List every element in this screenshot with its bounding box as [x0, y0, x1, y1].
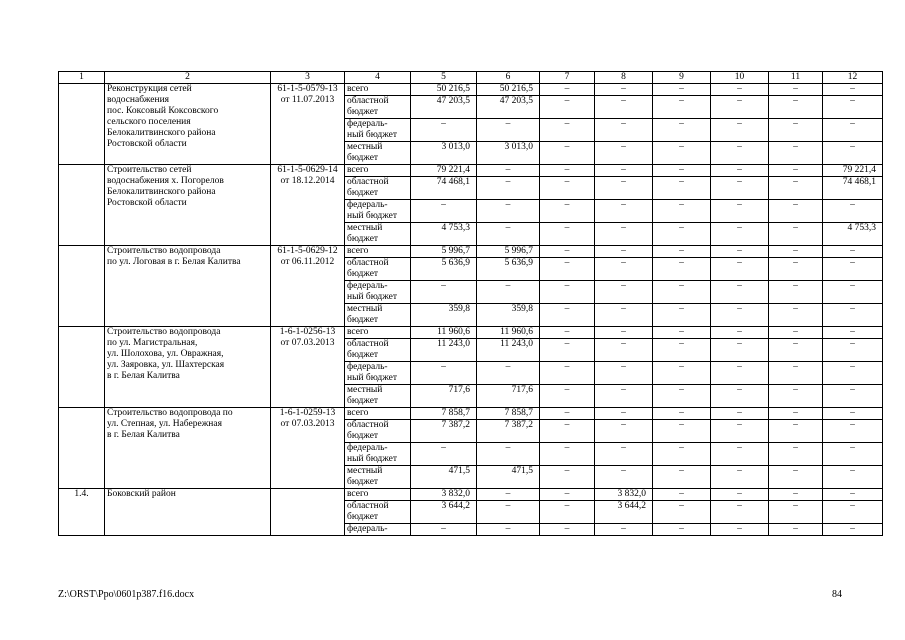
funding-source-cell: всего [345, 408, 411, 420]
amount-cell: – [711, 223, 769, 246]
amount-cell: 5 636,9 [477, 258, 540, 281]
amount-cell: – [411, 119, 477, 142]
table-row [59, 327, 883, 339]
amount-cell: – [823, 304, 883, 327]
amount-cell: – [769, 200, 823, 223]
amount-cell: – [595, 420, 653, 443]
amount-cell: 5 636,9 [411, 258, 477, 281]
amount-cell: – [595, 466, 653, 489]
amount-cell: – [823, 84, 883, 96]
amount-cell: – [595, 362, 653, 385]
budget-table [58, 71, 883, 536]
amount-cell: – [653, 165, 711, 177]
funding-source-cell: областной бюджет [345, 258, 411, 281]
amount-cell: – [477, 501, 540, 524]
expertise-code-cell: 1-6-1-0259-13 от 07.03.2013 [271, 408, 345, 489]
amount-cell: – [769, 420, 823, 443]
amount-cell: 359,8 [411, 304, 477, 327]
amount-cell: – [595, 96, 653, 119]
amount-cell: 5 996,7 [477, 246, 540, 258]
amount-cell: 4 753,3 [411, 223, 477, 246]
item-number-cell [59, 408, 105, 489]
amount-cell: – [823, 339, 883, 362]
amount-cell: – [540, 443, 595, 466]
amount-cell: – [540, 177, 595, 200]
table-row [59, 408, 883, 420]
amount-cell: – [540, 281, 595, 304]
column-number: 1 [59, 72, 105, 84]
funding-source-cell: областной бюджет [345, 501, 411, 524]
amount-cell: – [769, 466, 823, 489]
amount-cell: – [477, 165, 540, 177]
amount-cell: – [769, 165, 823, 177]
amount-cell: – [711, 501, 769, 524]
amount-cell: – [711, 281, 769, 304]
amount-cell: – [595, 327, 653, 339]
amount-cell: – [595, 119, 653, 142]
amount-cell: – [711, 304, 769, 327]
funding-source-cell: федераль- [345, 524, 411, 536]
amount-cell: 47 203,5 [477, 96, 540, 119]
amount-cell: – [823, 142, 883, 165]
amount-cell: 717,6 [477, 385, 540, 408]
amount-cell: – [653, 304, 711, 327]
amount-cell: 7 387,2 [477, 420, 540, 443]
amount-cell: – [540, 96, 595, 119]
funding-source-cell: местный бюджет [345, 385, 411, 408]
funding-source-cell: всего [345, 84, 411, 96]
amount-cell: – [769, 96, 823, 119]
funding-source-cell: областной бюджет [345, 96, 411, 119]
amount-cell: – [711, 524, 769, 536]
table-row [59, 165, 883, 177]
amount-cell: 3 013,0 [477, 142, 540, 165]
table-row [59, 246, 883, 258]
amount-cell: – [823, 420, 883, 443]
amount-cell: – [411, 524, 477, 536]
amount-cell: – [540, 339, 595, 362]
funding-source-cell: федераль- ный бюджет [345, 443, 411, 466]
amount-cell: 5 996,7 [411, 246, 477, 258]
amount-cell: – [823, 96, 883, 119]
amount-cell: – [595, 258, 653, 281]
amount-cell: – [540, 408, 595, 420]
amount-cell: – [823, 119, 883, 142]
amount-cell: – [540, 327, 595, 339]
column-number: 11 [769, 72, 823, 84]
column-number: 2 [105, 72, 271, 84]
amount-cell: 79 221,4 [823, 165, 883, 177]
amount-cell: – [595, 281, 653, 304]
amount-cell: – [711, 258, 769, 281]
amount-cell: – [540, 304, 595, 327]
table-row [59, 489, 883, 501]
amount-cell: – [411, 362, 477, 385]
funding-source-cell: местный бюджет [345, 304, 411, 327]
amount-cell: – [769, 223, 823, 246]
amount-cell: – [477, 200, 540, 223]
amount-cell: 7 858,7 [411, 408, 477, 420]
amount-cell: – [540, 165, 595, 177]
amount-cell: – [595, 246, 653, 258]
amount-cell: – [540, 524, 595, 536]
amount-cell: – [711, 466, 769, 489]
funding-source-cell: местный бюджет [345, 223, 411, 246]
expertise-code-cell: 61-1-5-0629-14 от 18.12.2014 [271, 165, 345, 246]
amount-cell: 717,6 [411, 385, 477, 408]
expertise-code-cell: 61-1-5-0579-13 от 11.07.2013 [271, 84, 345, 165]
amount-cell: – [540, 466, 595, 489]
amount-cell: – [823, 524, 883, 536]
amount-cell: – [711, 385, 769, 408]
amount-cell: 11 960,6 [477, 327, 540, 339]
amount-cell: – [595, 142, 653, 165]
amount-cell: – [540, 84, 595, 96]
amount-cell: – [653, 443, 711, 466]
amount-cell: 7 387,2 [411, 420, 477, 443]
amount-cell: 74 468,1 [823, 177, 883, 200]
amount-cell: – [653, 420, 711, 443]
amount-cell: – [711, 443, 769, 466]
amount-cell: – [653, 408, 711, 420]
amount-cell: – [769, 119, 823, 142]
amount-cell: – [823, 258, 883, 281]
amount-cell: – [653, 258, 711, 281]
amount-cell: – [595, 223, 653, 246]
amount-cell: – [823, 281, 883, 304]
amount-cell: – [823, 200, 883, 223]
funding-source-cell: всего [345, 327, 411, 339]
item-number-cell [59, 165, 105, 246]
amount-cell: – [540, 362, 595, 385]
amount-cell: – [711, 119, 769, 142]
amount-cell: – [769, 339, 823, 362]
column-number-row [59, 72, 883, 84]
amount-cell: – [653, 119, 711, 142]
amount-cell: – [595, 200, 653, 223]
amount-cell: – [769, 501, 823, 524]
amount-cell: 50 216,5 [477, 84, 540, 96]
amount-cell: – [411, 281, 477, 304]
amount-cell: – [711, 142, 769, 165]
amount-cell: – [823, 501, 883, 524]
project-name-cell: Строительство водопровода по ул. Степная, ул. Набережная в г. Белая Калитва [105, 408, 271, 489]
amount-cell: – [823, 385, 883, 408]
amount-cell: – [653, 362, 711, 385]
amount-cell: – [477, 489, 540, 501]
amount-cell: – [769, 524, 823, 536]
amount-cell: – [653, 466, 711, 489]
amount-cell: – [540, 420, 595, 443]
amount-cell: 471,5 [411, 466, 477, 489]
amount-cell: – [823, 408, 883, 420]
amount-cell: – [595, 304, 653, 327]
amount-cell: – [540, 223, 595, 246]
amount-cell: – [653, 223, 711, 246]
amount-cell: 50 216,5 [411, 84, 477, 96]
amount-cell: – [769, 84, 823, 96]
amount-cell: – [823, 246, 883, 258]
amount-cell: – [477, 443, 540, 466]
amount-cell: – [769, 489, 823, 501]
amount-cell: – [540, 489, 595, 501]
amount-cell: – [711, 200, 769, 223]
amount-cell: – [540, 385, 595, 408]
amount-cell: 7 858,7 [477, 408, 540, 420]
amount-cell: – [653, 489, 711, 501]
amount-cell: – [711, 362, 769, 385]
amount-cell: 74 468,1 [411, 177, 477, 200]
funding-source-cell: всего [345, 246, 411, 258]
page-number: 84 [832, 589, 842, 600]
funding-source-cell: всего [345, 165, 411, 177]
amount-cell: – [711, 339, 769, 362]
amount-cell: – [477, 362, 540, 385]
amount-cell: 3 644,2 [411, 501, 477, 524]
funding-source-cell: местный бюджет [345, 466, 411, 489]
amount-cell: – [653, 142, 711, 165]
amount-cell: – [769, 177, 823, 200]
amount-cell: – [769, 142, 823, 165]
funding-source-cell: федераль- ный бюджет [345, 200, 411, 223]
amount-cell: – [477, 119, 540, 142]
column-number: 8 [595, 72, 653, 84]
amount-cell: – [711, 165, 769, 177]
amount-cell: – [540, 501, 595, 524]
column-number: 7 [540, 72, 595, 84]
amount-cell: 3 644,2 [595, 501, 653, 524]
amount-cell: – [823, 443, 883, 466]
amount-cell: – [711, 327, 769, 339]
amount-cell: – [653, 524, 711, 536]
funding-source-cell: областной бюджет [345, 177, 411, 200]
amount-cell: 79 221,4 [411, 165, 477, 177]
amount-cell: – [540, 246, 595, 258]
amount-cell: – [595, 385, 653, 408]
column-number: 10 [711, 72, 769, 84]
project-name-cell: Реконструкция сетей водоснабжения пос. Коксовый Коксовского сельского поселения Белокалитвинского района Ростовской области [105, 84, 271, 165]
table-row [59, 84, 883, 96]
funding-source-cell: федераль- ный бюджет [345, 281, 411, 304]
amount-cell: 3 832,0 [595, 489, 653, 501]
amount-cell: – [823, 362, 883, 385]
amount-cell: – [711, 96, 769, 119]
amount-cell: – [823, 466, 883, 489]
amount-cell: – [595, 524, 653, 536]
footer-file-path: Z:\ORST\Ppo\0601p387.f16.docx [58, 589, 195, 600]
amount-cell: – [711, 408, 769, 420]
amount-cell: 359,8 [477, 304, 540, 327]
expertise-code-cell: 61-1-5-0629-12 от 06.11.2012 [271, 246, 345, 327]
column-number: 6 [477, 72, 540, 84]
amount-cell: – [595, 165, 653, 177]
funding-source-cell: федераль- ный бюджет [345, 362, 411, 385]
amount-cell: – [769, 362, 823, 385]
amount-cell: – [711, 177, 769, 200]
amount-cell: – [595, 84, 653, 96]
amount-cell: – [769, 304, 823, 327]
project-name-cell: Боковский район [105, 489, 271, 536]
amount-cell: – [477, 177, 540, 200]
amount-cell: – [477, 281, 540, 304]
amount-cell: – [653, 501, 711, 524]
amount-cell: – [711, 420, 769, 443]
column-number: 3 [271, 72, 345, 84]
amount-cell: – [711, 246, 769, 258]
funding-source-cell: областной бюджет [345, 339, 411, 362]
amount-cell: 471,5 [477, 466, 540, 489]
amount-cell: – [540, 142, 595, 165]
amount-cell: – [769, 246, 823, 258]
amount-cell: – [653, 84, 711, 96]
amount-cell: – [653, 177, 711, 200]
project-name-cell: Строительство сетей водоснабжения х. Погорелов Белокалитвинского района Ростовской области [105, 165, 271, 246]
amount-cell: – [823, 489, 883, 501]
item-number-cell [59, 84, 105, 165]
item-number-cell [59, 246, 105, 327]
amount-cell: 47 203,5 [411, 96, 477, 119]
amount-cell: – [711, 489, 769, 501]
amount-cell: – [653, 385, 711, 408]
column-number: 5 [411, 72, 477, 84]
amount-cell: – [540, 258, 595, 281]
amount-cell: – [653, 327, 711, 339]
amount-cell: – [595, 443, 653, 466]
funding-source-cell: всего [345, 489, 411, 501]
item-number-cell: 1.4. [59, 489, 105, 536]
funding-source-cell: областной бюджет [345, 420, 411, 443]
amount-cell: – [411, 200, 477, 223]
amount-cell: – [540, 200, 595, 223]
column-number: 12 [823, 72, 883, 84]
funding-source-cell: местный бюджет [345, 142, 411, 165]
amount-cell: – [653, 200, 711, 223]
project-name-cell: Строительство водопровода по ул. Логовая в г. Белая Калитва [105, 246, 271, 327]
column-number: 4 [345, 72, 411, 84]
expertise-code-cell: 1-6-1-0256-13 от 07.03.2013 [271, 327, 345, 408]
amount-cell: – [477, 524, 540, 536]
amount-cell: – [595, 408, 653, 420]
amount-cell: – [477, 223, 540, 246]
amount-cell: 11 243,0 [477, 339, 540, 362]
funding-source-cell: федераль- ный бюджет [345, 119, 411, 142]
amount-cell: – [711, 84, 769, 96]
amount-cell: – [769, 258, 823, 281]
amount-cell: – [769, 327, 823, 339]
amount-cell: – [653, 96, 711, 119]
amount-cell: – [411, 443, 477, 466]
amount-cell: – [595, 177, 653, 200]
amount-cell: – [653, 281, 711, 304]
amount-cell: 11 243,0 [411, 339, 477, 362]
amount-cell: – [769, 385, 823, 408]
amount-cell: 3 832,0 [411, 489, 477, 501]
amount-cell: – [653, 246, 711, 258]
amount-cell: 4 753,3 [823, 223, 883, 246]
amount-cell: 11 960,6 [411, 327, 477, 339]
amount-cell: – [595, 339, 653, 362]
amount-cell: – [653, 339, 711, 362]
project-name-cell: Строительство водопровода по ул. Магистральная, ул. Шолохова, ул. Овражная, ул. Заяровка, ул. Шахтерская в г. Белая Калитва [105, 327, 271, 408]
amount-cell: – [823, 327, 883, 339]
expertise-code-cell [271, 489, 345, 536]
amount-cell: – [769, 443, 823, 466]
amount-cell: – [540, 119, 595, 142]
column-number: 9 [653, 72, 711, 84]
amount-cell: 3 013,0 [411, 142, 477, 165]
amount-cell: – [769, 281, 823, 304]
amount-cell: – [769, 408, 823, 420]
item-number-cell [59, 327, 105, 408]
